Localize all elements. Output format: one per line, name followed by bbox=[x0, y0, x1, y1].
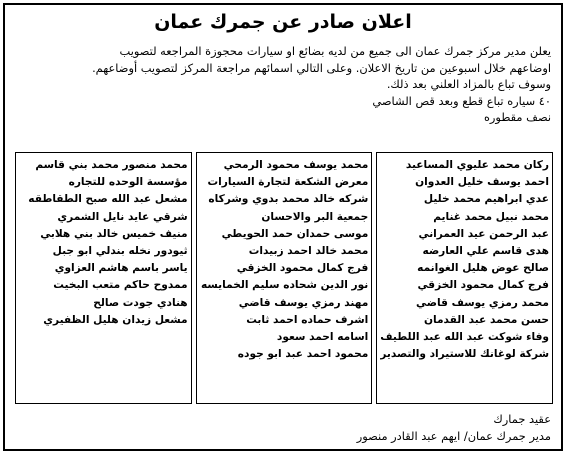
names-column-1 bbox=[376, 152, 553, 404]
intro-line: وسوف تباع بالمزاد العلني بعد ذلك. bbox=[386, 77, 551, 92]
name-entry: عدي ابراهيم محمد خليل bbox=[423, 193, 549, 206]
name-entry: هنادي جودت صالح bbox=[93, 296, 188, 309]
name-entry: ياسر باسم هاشم العزاوي bbox=[54, 262, 188, 275]
name-entry: محمد يوسف محمود الرمحي bbox=[223, 159, 369, 171]
name-entry: اسامه احمد سعود bbox=[276, 331, 369, 344]
names-columns bbox=[15, 152, 553, 404]
name-entry: اشرف حماده احمد ثابت bbox=[246, 313, 369, 326]
name-entry: ممدوح حاكم متعب البخيت bbox=[53, 279, 188, 292]
name-entry: محمد خالد احمد زبيدات bbox=[248, 245, 369, 258]
name-entry: وفاء شوكت عبد الله عبد اللطيف bbox=[380, 331, 549, 344]
intro-line: ٤٠ سياره تباع قطع وبعد قص الشاصي bbox=[372, 93, 551, 108]
announcement-intro bbox=[15, 43, 551, 126]
intro-line: نصف مقطوره bbox=[483, 110, 551, 125]
intro-line: يعلن مدير مركز جمرك عمان الى جميع من لديه بضائع او سيارات محجوزة المراجعه لتصويب bbox=[119, 44, 551, 58]
name-entry: احمد يوسف خليل العدوان bbox=[415, 176, 549, 189]
name-entry: موسى حمدان حمد الحويطي bbox=[221, 227, 369, 240]
names-column-2 bbox=[196, 152, 373, 404]
name-entry: فرج كمال محمود الخزقي bbox=[417, 279, 549, 292]
signature-block bbox=[357, 411, 551, 445]
announcement-title: اعلان صادر عن جمرك عمان bbox=[154, 11, 412, 33]
name-entry: محمد منصور محمد بني قاسم bbox=[35, 159, 188, 171]
name-entry: مهند رمزي يوسف قاضي bbox=[238, 296, 369, 309]
name-entry: ثيودور نخله بندلي ابو جبل bbox=[52, 245, 188, 258]
name-entry: محمد نبيل محمد غنايم bbox=[433, 210, 549, 223]
name-entry: معرض الشكعة لتجارة السيارات bbox=[207, 176, 369, 189]
name-entry: شركة لوغانك للاستيراد والتصدير bbox=[380, 348, 549, 361]
name-entry: شرقي عايد نايل الشمري bbox=[57, 210, 188, 223]
announcement-frame bbox=[3, 3, 563, 451]
name-entry: عبد الرحمن عيد العمراني bbox=[418, 227, 549, 240]
name-entry: جمعية البر والاحسان bbox=[261, 210, 369, 223]
name-entry: مشعل عبد الله صبح الطقاطقه bbox=[28, 193, 188, 206]
name-entry: هدى قاسم علي العارضه bbox=[422, 245, 549, 258]
name-entry: ركان محمد عليوي المساعيد bbox=[405, 159, 549, 171]
name-entry: فرج كمال محمود الخزقي bbox=[236, 262, 369, 275]
intro-line: اوضاعهم خلال اسبوعين من تاريخ الاعلان. وعلى التالي اسمائهم مراجعة المركز لتصويب أوضاعهم. bbox=[92, 60, 551, 75]
name-entry: مؤسسة الوحده للتجاره bbox=[68, 176, 188, 189]
name-entry: نور الدين شحاده سليم الخمايسه bbox=[200, 279, 369, 292]
name-entry: منيف خميس خالد بني هلابي bbox=[40, 227, 188, 240]
name-entry: شركه خالد محمد بدوي وشركاه bbox=[208, 193, 369, 206]
names-column-3 bbox=[15, 152, 192, 404]
signatory-name: مدير جمرك عمان/ ايهم عبد القادر منصور bbox=[356, 429, 551, 443]
name-entry: مشعل زيدان هليل الظفيري bbox=[43, 313, 188, 326]
signatory-rank: عقيد جمارك bbox=[493, 412, 551, 426]
name-entry: محمد رمزي يوسف قاضي bbox=[416, 296, 549, 309]
name-entry: محمود احمد عبد ابو جوده bbox=[237, 348, 369, 361]
name-entry: صالح عوض هليل الغوانمه bbox=[417, 262, 549, 275]
name-entry: حسن محمد عبد القدمان bbox=[423, 313, 549, 326]
